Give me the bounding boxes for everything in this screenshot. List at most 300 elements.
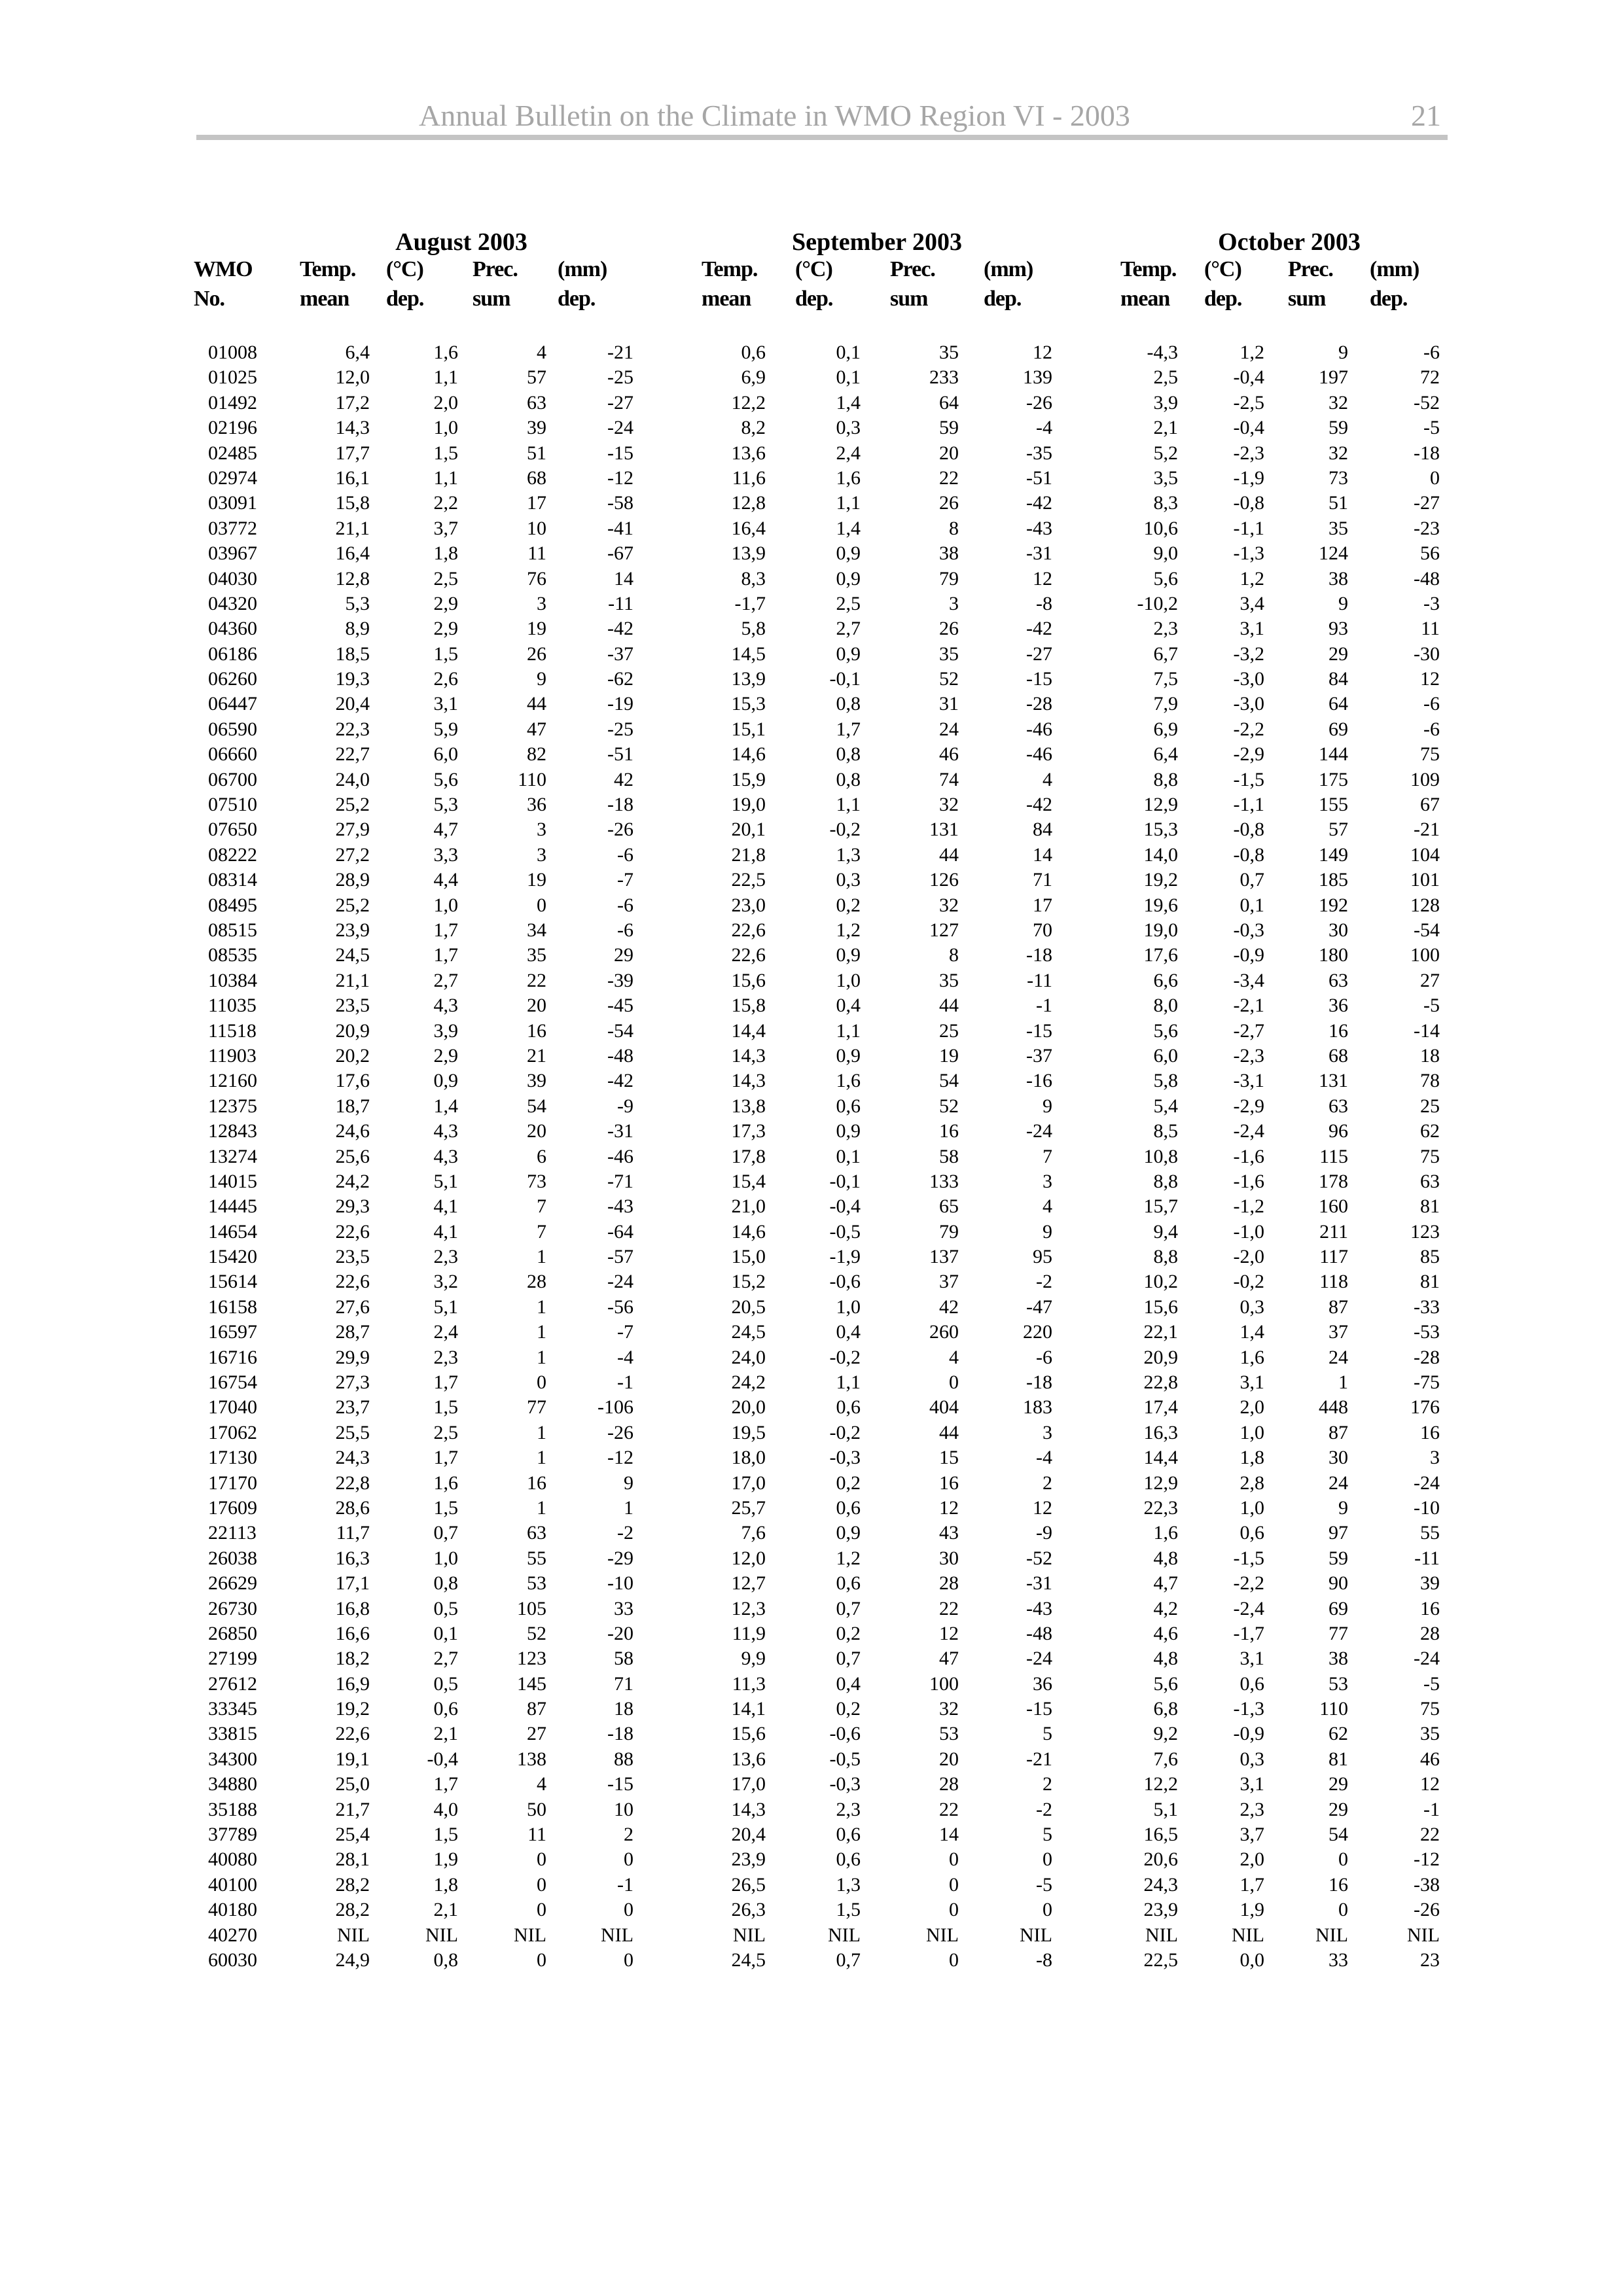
sep-prec-sum-cell: 35 xyxy=(939,969,959,991)
sep-temp-mean-cell: 20,0 xyxy=(731,1396,766,1419)
sep-temp-dep-cell: 0,4 xyxy=(836,1321,861,1343)
aug-temp-mean-cell: 22,8 xyxy=(335,1472,370,1494)
aug-temp-mean-cell: 12,8 xyxy=(335,567,370,590)
table-row xyxy=(0,1621,1623,1646)
aug-temp-dep-cell: 3,7 xyxy=(433,517,458,539)
oct-temp-mean-cell: 8,8 xyxy=(1153,1170,1178,1192)
sep-prec-dep-cell: -51 xyxy=(1026,467,1052,489)
sep-prec-dep-cell: -8 xyxy=(1036,592,1052,614)
aug-temp-mean-cell: 19,3 xyxy=(335,668,370,690)
oct-prec-sum-cell: 64 xyxy=(1329,693,1348,715)
oct-prec-dep-cell: -6 xyxy=(1423,693,1440,715)
aug-temp-mean-cell: 28,6 xyxy=(335,1496,370,1519)
aug-prec-sum-cell: 55 xyxy=(527,1547,546,1569)
wmo-no-cell: 35188 xyxy=(208,1798,257,1820)
sep-prec-sum-cell: 0 xyxy=(949,1949,959,1971)
oct-temp-dep-cell: -3,2 xyxy=(1233,643,1264,665)
oct-prec-dep-cell: 176 xyxy=(1410,1396,1440,1419)
sep-temp-dep-cell: 0,6 xyxy=(836,1496,861,1519)
oct-temp-dep-cell: -3,0 xyxy=(1233,693,1264,715)
aug-temp-mean-cell: 24,0 xyxy=(335,768,370,790)
sep-prec-sum-cell: 24 xyxy=(939,718,959,740)
wmo-no-cell: 33815 xyxy=(208,1723,257,1745)
aug-prec-sum-cell: 10 xyxy=(527,517,546,539)
sep-temp-dep-cell: 1,2 xyxy=(836,1547,861,1569)
oct-temp-dep-cell: 3,1 xyxy=(1240,618,1264,640)
sep-temp-dep-cell: 0,2 xyxy=(836,894,861,916)
oct-temp-mean-cell: 5,8 xyxy=(1153,1070,1178,1092)
aug-temp-mean-cell: 23,5 xyxy=(335,995,370,1017)
sep-prec-sum-cell: 59 xyxy=(939,417,959,439)
aug-prec-sum-cell: 0 xyxy=(537,1371,546,1394)
oct-temp-mean-cell: 16,3 xyxy=(1143,1421,1178,1443)
oct-prec-sum-cell: 197 xyxy=(1319,366,1348,389)
oct-temp-dep-cell: -1,1 xyxy=(1233,517,1264,539)
aug-prec-dep-cell: -7 xyxy=(617,869,633,891)
table-row xyxy=(0,1295,1623,1320)
sep-temp-mean-cell: 17,8 xyxy=(731,1145,766,1167)
aug-prec-dep-cell: -24 xyxy=(607,417,633,439)
aug-prec-dep-cell: -31 xyxy=(607,1120,633,1142)
oct-prec-dep-cell: 123 xyxy=(1410,1220,1440,1243)
sep-prec-dep-cell: -15 xyxy=(1026,668,1052,690)
oct-temp-dep-cell: 3,1 xyxy=(1240,1648,1264,1670)
aug-prec-dep-cell: -39 xyxy=(607,969,633,991)
aug-prec-sum-cell: 16 xyxy=(527,1472,546,1494)
oct-temp-dep-cell: 1,0 xyxy=(1240,1421,1264,1443)
table-row xyxy=(0,365,1623,390)
oct-prec-dep-cell: -26 xyxy=(1414,1899,1440,1921)
aug-temp-dep-cell: 3,3 xyxy=(433,843,458,866)
oct-prec-dep-cell: 67 xyxy=(1420,794,1440,816)
oct-temp-dep-cell: 2,0 xyxy=(1240,1848,1264,1871)
oct-prec-sum-cell: 448 xyxy=(1319,1396,1348,1419)
oct-prec-dep-cell: -27 xyxy=(1414,492,1440,514)
oct-temp-dep-cell: -2,9 xyxy=(1233,1095,1264,1117)
aug-temp-dep-cell: 5,6 xyxy=(433,768,458,790)
table-row xyxy=(0,792,1623,817)
table-row xyxy=(0,391,1623,415)
table-row xyxy=(0,567,1623,592)
oct-prec-dep-cell: 72 xyxy=(1420,366,1440,389)
sep-temp-header: Temp. xyxy=(702,257,758,281)
table-row xyxy=(0,692,1623,716)
oct-temp-mean-cell: 8,3 xyxy=(1153,492,1178,514)
sep-prec-sum-cell: 16 xyxy=(939,1472,959,1494)
oct-prec-sum-cell: 57 xyxy=(1329,819,1348,841)
sep-temp-dep-cell: -0,3 xyxy=(829,1773,861,1795)
sep-temp-mean-cell: 22,6 xyxy=(731,919,766,941)
oct-temp-dep-cell: -0,8 xyxy=(1233,492,1264,514)
sep-temp-dep-cell: -0,4 xyxy=(829,1195,861,1218)
aug-temp-mean-cell: 20,9 xyxy=(335,1019,370,1042)
oct-temp-dep-cell: 0,6 xyxy=(1240,1672,1264,1695)
oct-prec-sum-cell: 35 xyxy=(1329,517,1348,539)
aug-prec-sum-cell: 3 xyxy=(537,592,546,614)
sep-temp-dep-cell: 0,7 xyxy=(836,1949,861,1971)
sep-mean-header: mean xyxy=(702,287,751,311)
wmo-no-cell: 11518 xyxy=(208,1019,257,1042)
oct-temp-dep-cell: -0,9 xyxy=(1233,1723,1264,1745)
sep-temp-dep-cell: 0,2 xyxy=(836,1622,861,1644)
wmo-header: WMO xyxy=(194,257,253,281)
sep-temp-dep-cell: 0,3 xyxy=(836,869,861,891)
aug-temp-dep-cell: 1,5 xyxy=(433,643,458,665)
oct-prec-dep-cell: 27 xyxy=(1420,969,1440,991)
sep-temp-mean-cell: 15,1 xyxy=(731,718,766,740)
oct-temp-dep-cell: 3,1 xyxy=(1240,1773,1264,1795)
oct-prec-sum-cell: 16 xyxy=(1329,1019,1348,1042)
aug-temp-dep-cell: 2,3 xyxy=(433,1246,458,1268)
oct-prec-sum-cell: 30 xyxy=(1329,919,1348,941)
aug-prec-dep-cell: -24 xyxy=(607,1271,633,1293)
oct-prec-sum-cell: 175 xyxy=(1319,768,1348,790)
sep-mm-header: (mm) xyxy=(984,257,1033,281)
sep-temp-dep-cell: 1,6 xyxy=(836,467,861,489)
sep-prec-dep-cell: -6 xyxy=(1036,1346,1052,1368)
sep-prec-dep-cell: -43 xyxy=(1026,1597,1052,1619)
sep-temp-dep-cell: 0,4 xyxy=(836,995,861,1017)
sep-prec-dep-cell: -52 xyxy=(1026,1547,1052,1569)
aug-prec-sum-cell: 11 xyxy=(527,542,546,565)
aug-temp-mean-cell: 18,5 xyxy=(335,643,370,665)
oct-temp-dep-cell: 1,4 xyxy=(1240,1321,1264,1343)
wmo-no-cell: 16754 xyxy=(208,1371,257,1394)
oct-prec-sum-cell: 69 xyxy=(1329,1597,1348,1619)
sep-temp-dep-cell: NIL xyxy=(828,1924,861,1946)
aug-temp-mean-cell: 23,9 xyxy=(335,919,370,941)
oct-temp-mean-cell: 15,7 xyxy=(1143,1195,1178,1218)
sep-prec-dep-cell: 183 xyxy=(1023,1396,1052,1419)
oct-temp-mean-cell: 17,6 xyxy=(1143,944,1178,966)
table-row xyxy=(0,1697,1623,1722)
sep-temp-dep-cell: -0,3 xyxy=(829,1447,861,1469)
aug-temp-dep-cell: 2,9 xyxy=(433,618,458,640)
sep-temp-dep-cell: 0,6 xyxy=(836,1848,861,1871)
oct-prec-dep-cell: 11 xyxy=(1421,618,1440,640)
oct-temp-mean-cell: 4,7 xyxy=(1153,1572,1178,1595)
sep-temp-mean-cell: 15,9 xyxy=(731,768,766,790)
table-row xyxy=(0,1395,1623,1420)
sep-temp-dep-cell: 0,8 xyxy=(836,768,861,790)
aug-temp-dep-cell: 2,9 xyxy=(433,1044,458,1067)
oct-prec-dep-cell: 109 xyxy=(1410,768,1440,790)
aug-temp-dep-cell: 4,1 xyxy=(433,1220,458,1243)
sep-prec-sum-cell: 46 xyxy=(939,743,959,766)
aug-temp-mean-cell: 25,5 xyxy=(335,1421,370,1443)
aug-prec-sum-cell: NIL xyxy=(514,1924,546,1946)
wmo-no-cell: 27199 xyxy=(208,1648,257,1670)
oct-temp-dep-cell: -0,3 xyxy=(1233,919,1264,941)
oct-temp-dep-cell: -1,3 xyxy=(1233,1698,1264,1720)
oct-prec-sum-cell: 87 xyxy=(1329,1296,1348,1318)
aug-temp-dep-cell: 1,0 xyxy=(433,417,458,439)
wmo-no-cell: 17062 xyxy=(208,1421,257,1443)
oct-prec-sum-cell: 9 xyxy=(1338,1496,1348,1519)
aug-prec-dep-cell: -29 xyxy=(607,1547,633,1569)
aug-temp-mean-cell: 28,2 xyxy=(335,1873,370,1896)
oct-prec-sum-cell: 32 xyxy=(1329,391,1348,414)
month-title-october: October 2003 xyxy=(1218,228,1361,256)
sep-prec-sum-cell: 47 xyxy=(939,1648,959,1670)
oct-prec-sum-cell: 73 xyxy=(1329,467,1348,489)
sep-temp-mean-cell: 9,9 xyxy=(741,1648,766,1670)
oct-temp-mean-cell: 6,0 xyxy=(1153,1044,1178,1067)
wmo-no-cell: 08535 xyxy=(208,944,257,966)
aug-temp-mean-cell: 22,6 xyxy=(335,1723,370,1745)
sep-temp-mean-cell: 17,0 xyxy=(731,1472,766,1494)
sep-temp-mean-cell: 17,3 xyxy=(731,1120,766,1142)
sep-temp-mean-cell: 15,4 xyxy=(731,1170,766,1192)
aug-prec-sum-cell: 0 xyxy=(537,1899,546,1921)
sep-temp-dep-cell: 0,1 xyxy=(836,342,861,363)
aug-temp-mean-cell: 16,9 xyxy=(335,1672,370,1695)
wmo-no-cell: 22113 xyxy=(208,1522,257,1544)
aug-temp-dep-cell: 5,1 xyxy=(433,1170,458,1192)
aug-temp-mean-cell: 6,4 xyxy=(345,342,370,363)
oct-temp-dep-cell: -0,8 xyxy=(1233,819,1264,841)
table-row xyxy=(0,1496,1623,1521)
table-row xyxy=(0,516,1623,541)
aug-prec-dep-cell: 2 xyxy=(624,1824,633,1846)
wmo-no-cell: 16716 xyxy=(208,1346,257,1368)
wmo-no-cell: 08515 xyxy=(208,919,257,941)
oct-temp-dep-cell: 0,6 xyxy=(1240,1522,1264,1544)
oct-temp-dep-cell: 3,1 xyxy=(1240,1371,1264,1394)
aug-temp-dep-cell: 1,6 xyxy=(433,342,458,363)
oct-temp-dep-cell: -2,3 xyxy=(1233,442,1264,464)
wmo-no-cell: 14445 xyxy=(208,1195,257,1218)
aug-temp-dep-cell: 1,5 xyxy=(433,1824,458,1846)
sep-prec-sum-cell: 14 xyxy=(939,1824,959,1846)
oct-prec-sum-cell: 59 xyxy=(1329,1547,1348,1569)
oct-prec-header: Prec. xyxy=(1288,257,1333,281)
aug-prec-dep-cell: -58 xyxy=(607,492,633,514)
aug-prec-sum-cell: 57 xyxy=(527,366,546,389)
sep-temp-mean-cell: 13,6 xyxy=(731,442,766,464)
wmo-no-cell: 26038 xyxy=(208,1547,257,1569)
oct-prec-dep-cell: -5 xyxy=(1423,995,1440,1017)
oct-prec-sum-cell: 53 xyxy=(1329,1672,1348,1695)
oct-temp-mean-cell: 14,4 xyxy=(1143,1447,1178,1469)
aug-temp-mean-cell: 17,2 xyxy=(335,391,370,414)
sep-prec-sum-cell: 22 xyxy=(939,1597,959,1619)
oct-temp-dep-cell: -1,0 xyxy=(1233,1220,1264,1243)
oct-prec-sum-cell: 87 xyxy=(1329,1421,1348,1443)
month-title-august: August 2003 xyxy=(395,228,527,256)
oct-prec-dep-cell: 0 xyxy=(1430,467,1440,489)
aug-temp-mean-cell: 16,1 xyxy=(335,467,370,489)
oct-prec-sum-cell: 0 xyxy=(1338,1848,1348,1871)
sep-prec-sum-cell: 74 xyxy=(939,768,959,790)
aug-temp-dep-cell: 1,8 xyxy=(433,1873,458,1896)
table-row xyxy=(0,768,1623,792)
oct-prec-dep-cell: 18 xyxy=(1420,1044,1440,1067)
oct-temp-mean-cell: 6,9 xyxy=(1153,718,1178,740)
oct-temp-dep-cell: -2,5 xyxy=(1233,391,1264,414)
aug-prec-sum-cell: 1 xyxy=(537,1496,546,1519)
wmo-no-cell: 02196 xyxy=(208,417,257,439)
oct-temp-mean-cell: 22,3 xyxy=(1143,1496,1178,1519)
sep-prec-sum-cell: 131 xyxy=(929,819,959,841)
oct-prec-sum-cell: 96 xyxy=(1329,1120,1348,1142)
aug-prec-sum-cell: 20 xyxy=(527,1120,546,1142)
oct-temp-mean-cell: 2,1 xyxy=(1153,417,1178,439)
sep-temp-mean-cell: 25,7 xyxy=(731,1496,766,1519)
aug-temp-dep-cell: 1,7 xyxy=(433,919,458,941)
aug-temp-mean-cell: 28,2 xyxy=(335,1899,370,1921)
aug-prec-dep-cell: 0 xyxy=(624,1949,633,1971)
oct-prec-dep-header: dep. xyxy=(1370,287,1408,311)
wmo-no-cell: 07510 xyxy=(208,794,257,816)
aug-prec-dep-cell: -71 xyxy=(607,1170,633,1192)
sep-prec-sum-cell: 260 xyxy=(929,1321,959,1343)
oct-prec-dep-cell: 85 xyxy=(1420,1246,1440,1268)
wmo-no-cell: 08222 xyxy=(208,843,257,866)
sep-temp-dep-cell: 1,4 xyxy=(836,391,861,414)
oct-temp-mean-cell: 12,9 xyxy=(1143,794,1178,816)
aug-prec-sum-cell: 34 xyxy=(527,919,546,941)
sep-prec-sum-cell: 28 xyxy=(939,1572,959,1595)
aug-prec-dep-cell: -19 xyxy=(607,693,633,715)
aug-prec-dep-cell: 10 xyxy=(614,1798,633,1820)
oct-prec-sum-cell: 77 xyxy=(1329,1622,1348,1644)
oct-temp-mean-cell: 5,6 xyxy=(1153,567,1178,590)
aug-temp-dep-cell: 2,5 xyxy=(433,1421,458,1443)
aug-prec-dep-cell: 0 xyxy=(624,1848,633,1871)
sep-temp-dep-cell: 1,2 xyxy=(836,919,861,941)
oct-temp-mean-cell: 2,3 xyxy=(1153,618,1178,640)
oct-temp-dep-cell: -0,4 xyxy=(1233,366,1264,389)
sep-temp-dep-cell: 0,9 xyxy=(836,1120,861,1142)
table-row xyxy=(0,742,1623,767)
oct-temp-dep-cell: 2,8 xyxy=(1240,1472,1264,1494)
oct-prec-dep-cell: -54 xyxy=(1414,919,1440,941)
aug-prec-sum-cell: 22 xyxy=(527,969,546,991)
wmo-no-cell: 34880 xyxy=(208,1773,257,1795)
sep-temp-mean-cell: 12,7 xyxy=(731,1572,766,1595)
sep-temp-dep-cell: 0,7 xyxy=(836,1648,861,1670)
aug-prec-sum-cell: 123 xyxy=(517,1648,546,1670)
sep-temp-mean-cell: 14,4 xyxy=(731,1019,766,1042)
oct-temp-dep-cell: -2,0 xyxy=(1233,1246,1264,1268)
sep-temp-dep-cell: -0,2 xyxy=(829,1346,861,1368)
aug-temp-mean-cell: 29,9 xyxy=(335,1346,370,1368)
wmo-no-cell: 16597 xyxy=(208,1321,257,1343)
sep-temp-mean-cell: 12,2 xyxy=(731,391,766,414)
sep-prec-dep-cell: -15 xyxy=(1026,1698,1052,1720)
aug-temp-mean-cell: 17,1 xyxy=(335,1572,370,1595)
oct-temp-dep-cell: -2,2 xyxy=(1233,718,1264,740)
aug-prec-dep-cell: -41 xyxy=(607,517,633,539)
wmo-no-cell: 08314 xyxy=(208,869,257,891)
wmo-no-cell: 11035 xyxy=(208,995,257,1017)
wmo-no-cell: 33345 xyxy=(208,1698,257,1720)
sep-temp-dep-cell: -0,1 xyxy=(829,1170,861,1192)
wmo-no-cell: 14654 xyxy=(208,1220,257,1243)
sep-prec-sum-cell: 44 xyxy=(939,843,959,866)
aug-temp-dep-cell: 1,0 xyxy=(433,1547,458,1569)
sep-prec-dep-cell: -24 xyxy=(1026,1648,1052,1670)
wmo-no-cell: 12843 xyxy=(208,1120,257,1142)
sep-temp-dep-cell: 0,1 xyxy=(836,1145,861,1167)
oct-temp-mean-cell: 9,4 xyxy=(1153,1220,1178,1243)
sep-temp-dep-cell: 0,9 xyxy=(836,944,861,966)
sep-prec-dep-cell: -21 xyxy=(1026,1748,1052,1770)
sep-prec-dep-cell: 3 xyxy=(1043,1170,1052,1192)
wmo-no-cell: 17170 xyxy=(208,1472,257,1494)
oct-temp-mean-cell: 2,5 xyxy=(1153,366,1178,389)
oct-prec-sum-cell: 69 xyxy=(1329,718,1348,740)
sep-prec-sum-cell: NIL xyxy=(926,1924,959,1946)
sep-prec-sum-cell: 32 xyxy=(939,894,959,916)
aug-temp-dep-cell: 1,7 xyxy=(433,944,458,966)
aug-prec-dep-cell: -12 xyxy=(607,1447,633,1469)
sep-prec-dep-cell: 12 xyxy=(1033,342,1052,363)
sep-prec-dep-cell: -43 xyxy=(1026,517,1052,539)
oct-temp-dep-header: dep. xyxy=(1204,287,1242,311)
wmo-no-cell: 15420 xyxy=(208,1246,257,1268)
sep-prec-sum-cell: 8 xyxy=(949,517,959,539)
sep-prec-dep-cell: 71 xyxy=(1033,869,1052,891)
sep-temp-dep-cell: 1,4 xyxy=(836,517,861,539)
table-row xyxy=(0,1094,1623,1119)
wmo-no-cell: 26730 xyxy=(208,1597,257,1619)
oct-prec-sum-cell: 124 xyxy=(1319,542,1348,565)
header-divider xyxy=(196,135,1448,140)
aug-prec-sum-cell: 26 xyxy=(527,643,546,665)
sep-temp-dep-cell: 2,3 xyxy=(836,1798,861,1820)
oct-prec-dep-cell: -14 xyxy=(1414,1019,1440,1042)
sep-prec-sum-cell: 20 xyxy=(939,442,959,464)
wmo-no-cell: 13274 xyxy=(208,1145,257,1167)
sep-temp-dep-cell: -0,5 xyxy=(829,1748,861,1770)
oct-temp-dep-cell: -1,5 xyxy=(1233,768,1264,790)
aug-prec-sum-cell: 3 xyxy=(537,843,546,866)
sep-temp-mean-cell: 14,1 xyxy=(731,1698,766,1720)
oct-temp-dep-cell: -0,8 xyxy=(1233,843,1264,866)
sep-temp-mean-cell: 14,3 xyxy=(731,1070,766,1092)
aug-temp-mean-cell: 28,7 xyxy=(335,1321,370,1343)
sep-temp-mean-cell: 19,0 xyxy=(731,794,766,816)
aug-prec-sum-cell: 0 xyxy=(537,1873,546,1896)
table-row xyxy=(0,1672,1623,1697)
oct-prec-dep-cell: 128 xyxy=(1410,894,1440,916)
sep-temp-dep-cell: 0,6 xyxy=(836,1824,861,1846)
sep-prec-sum-cell: 35 xyxy=(939,643,959,665)
sep-temp-mean-cell: 15,3 xyxy=(731,693,766,715)
oct-temp-mean-cell: 4,2 xyxy=(1153,1597,1178,1619)
oct-prec-dep-cell: 12 xyxy=(1420,668,1440,690)
sep-prec-dep-cell: -24 xyxy=(1026,1120,1052,1142)
aug-temp-dep-cell: NIL xyxy=(425,1924,458,1946)
oct-prec-sum-cell: 38 xyxy=(1329,1648,1348,1670)
oct-prec-dep-cell: 22 xyxy=(1420,1824,1440,1846)
wmo-no-cell: 37789 xyxy=(208,1824,257,1846)
sep-prec-sum-cell: 12 xyxy=(939,1496,959,1519)
oct-prec-sum-cell: 54 xyxy=(1329,1824,1348,1846)
aug-prec-dep-cell: 18 xyxy=(614,1698,633,1720)
sep-temp-dep-cell: 0,9 xyxy=(836,643,861,665)
table-row xyxy=(0,541,1623,566)
sep-prec-sum-cell: 28 xyxy=(939,1773,959,1795)
sep-prec-sum-cell: 137 xyxy=(929,1246,959,1268)
sep-prec-dep-cell: NIL xyxy=(1020,1924,1052,1946)
sep-temp-mean-cell: 22,5 xyxy=(731,869,766,891)
table-row xyxy=(0,1169,1623,1194)
oct-temp-mean-cell: 20,6 xyxy=(1143,1848,1178,1871)
aug-prec-sum-cell: 20 xyxy=(527,995,546,1017)
